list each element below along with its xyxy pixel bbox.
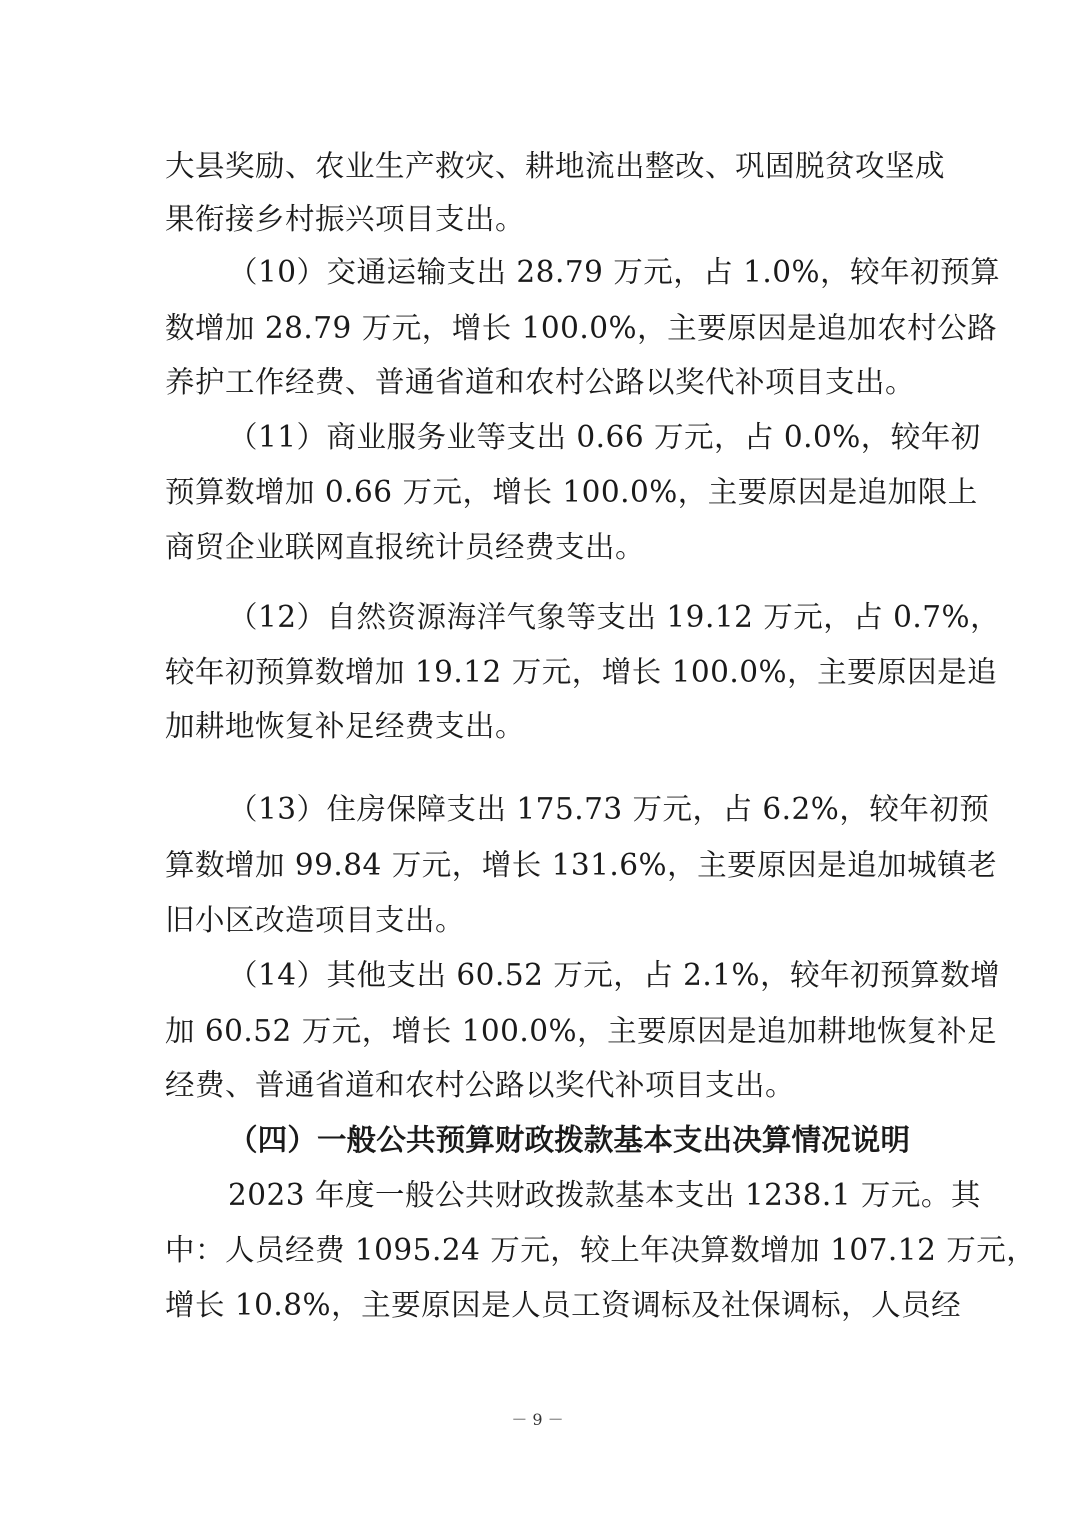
- paragraph-line: 较年初预算数增加 19.12 万元，增长 100.0%，主要原因是追: [165, 655, 998, 689]
- paragraph-line: 大县奖励、农业生产救灾、耕地流出整改、巩固脱贫攻坚成: [165, 149, 946, 183]
- paragraph-line: 增长 10.8%，主要原因是人员工资调标及社保调标，人员经: [165, 1288, 962, 1322]
- paragraph-line: 养护工作经费、普通省道和农村公路以奖代补项目支出。: [165, 365, 916, 399]
- page-number: － 9 －: [511, 1410, 564, 1429]
- paragraph-line: 经费、普通省道和农村公路以奖代补项目支出。: [165, 1068, 796, 1102]
- paragraph-line: （14）其他支出 60.52 万元，占 2.1%，较年初预算数增: [228, 958, 1001, 992]
- paragraph-line: 2023 年度一般公共财政拨款基本支出 1238.1 万元。其: [228, 1178, 981, 1212]
- section-heading: （四）一般公共预算财政拨款基本支出决算情况说明: [228, 1123, 910, 1157]
- paragraph-line: 数增加 28.79 万元，增长 100.0%，主要原因是追加农村公路: [165, 311, 998, 345]
- paragraph-line: （12）自然资源海洋气象等支出 19.12 万元，占 0.7%，: [228, 600, 1001, 634]
- paragraph-line: （13）住房保障支出 175.73 万元，占 6.2%，较年初预: [228, 792, 990, 826]
- paragraph-line: 商贸企业联网直报统计员经费支出。: [165, 530, 646, 564]
- paragraph-line: 算数增加 99.84 万元，增长 131.6%，主要原因是追加城镇老: [165, 848, 998, 882]
- paragraph-line: 果衔接乡村振兴项目支出。: [165, 202, 526, 236]
- paragraph-line: 中：人员经费 1095.24 万元，较上年决算数增加 107.12 万元，: [165, 1233, 1037, 1267]
- paragraph-line: 加 60.52 万元，增长 100.0%，主要原因是追加耕地恢复补足: [165, 1014, 998, 1048]
- paragraph-line: 旧小区改造项目支出。: [165, 903, 466, 937]
- paragraph-line: （11）商业服务业等支出 0.66 万元，占 0.0%，较年初: [228, 420, 981, 454]
- paragraph-line: 加耕地恢复补足经费支出。: [165, 709, 526, 743]
- paragraph-line: 预算数增加 0.66 万元，增长 100.0%，主要原因是追加限上: [165, 475, 978, 509]
- paragraph-line: （10）交通运输支出 28.79 万元，占 1.0%，较年初预算: [228, 255, 1001, 289]
